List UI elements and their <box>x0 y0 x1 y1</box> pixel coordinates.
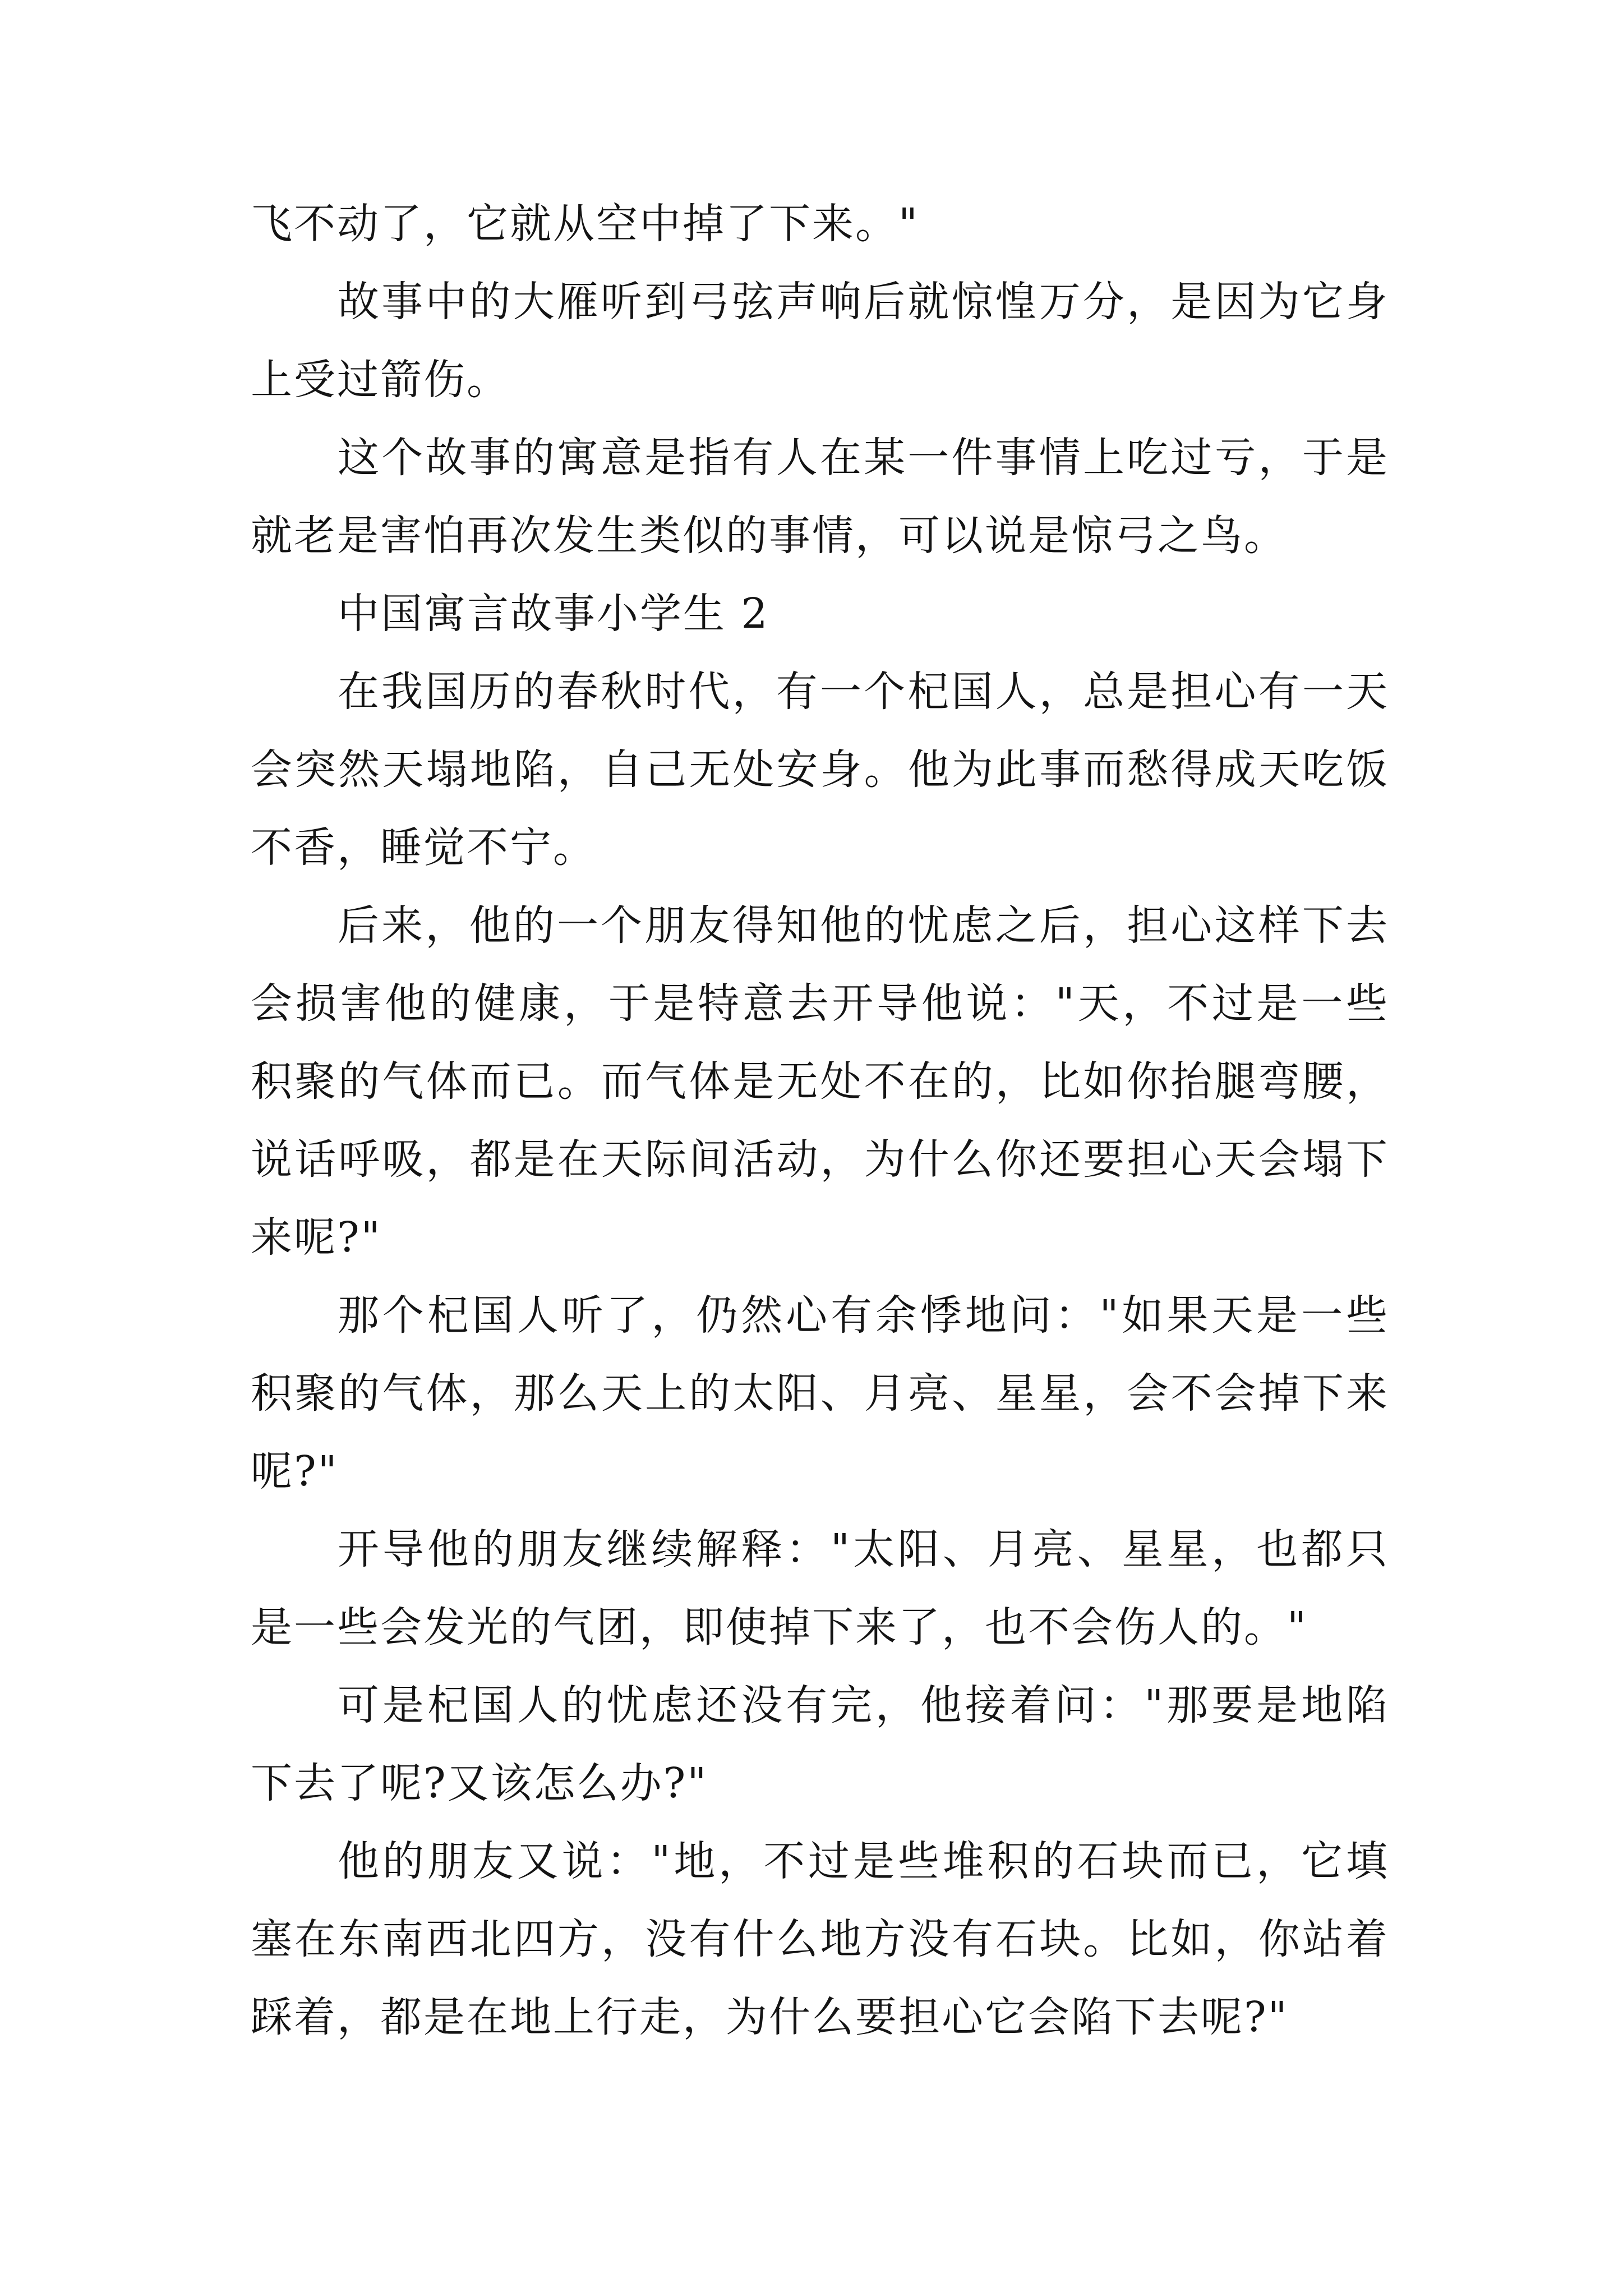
paragraph-qi-intro: 在我国历的春秋时代，有一个杞国人，总是担心有一天会突然天塌地陷，自己无处安身。他为此事而愁得成天吃饭不香，睡觉不宁。 <box>251 668 1389 872</box>
paragraph-friend-explains-earth: 他的朋友又说："地，不过是些堆积的石块而已，它填塞在东南西北四方，没有什么地方没有石块。比如，你站着踩着，都是在地上行走，为什么要担心它会陷下去呢?" <box>251 1837 1389 2041</box>
paragraph-friend-explains-stars: 开导他的朋友继续解释："太阳、月亮、星星，也都只是一些会发光的气团，即使掉下来了，也不会伤人的。" <box>251 1525 1389 1651</box>
paragraph-friend-explains-sky: 后来，他的一个朋友得知他的忧虑之后，担心这样下去会损害他的健康，于是特意去开导他说："天，不过是一些积聚的气体而已。而气体是无处不在的，比如你抬腿弯腰，说话呼吸，都是在天际间活动，为什么你还要担心天会塌下来呢?" <box>251 901 1389 1262</box>
paragraph-qi-asks-earth: 可是杞国人的忧虑还没有完，他接着问："那要是地陷下去了呢?又该怎么办?" <box>251 1681 1389 1807</box>
paragraph-continuation: 飞不动了，它就从空中掉了下来。" <box>251 200 920 248</box>
paragraph-qi-asks-sun-moon: 那个杞国人听了，仍然心有余悸地问："如果天是一些积聚的气体，那么天上的太阳、月亮、星星，会不会掉下来呢?" <box>251 1291 1389 1496</box>
document-body <box>251 185 1389 2056</box>
section-heading: 中国寓言故事小学生 2 <box>338 590 769 638</box>
paragraph-story-moral: 这个故事的寓意是指有人在某一件事情上吃过亏，于是就老是害怕再次发生类似的事情，可以说是惊弓之鸟。 <box>251 434 1389 560</box>
paragraph-story-explanation: 故事中的大雁听到弓弦声响后就惊惶万分，是因为它身上受过箭伤。 <box>251 278 1389 404</box>
